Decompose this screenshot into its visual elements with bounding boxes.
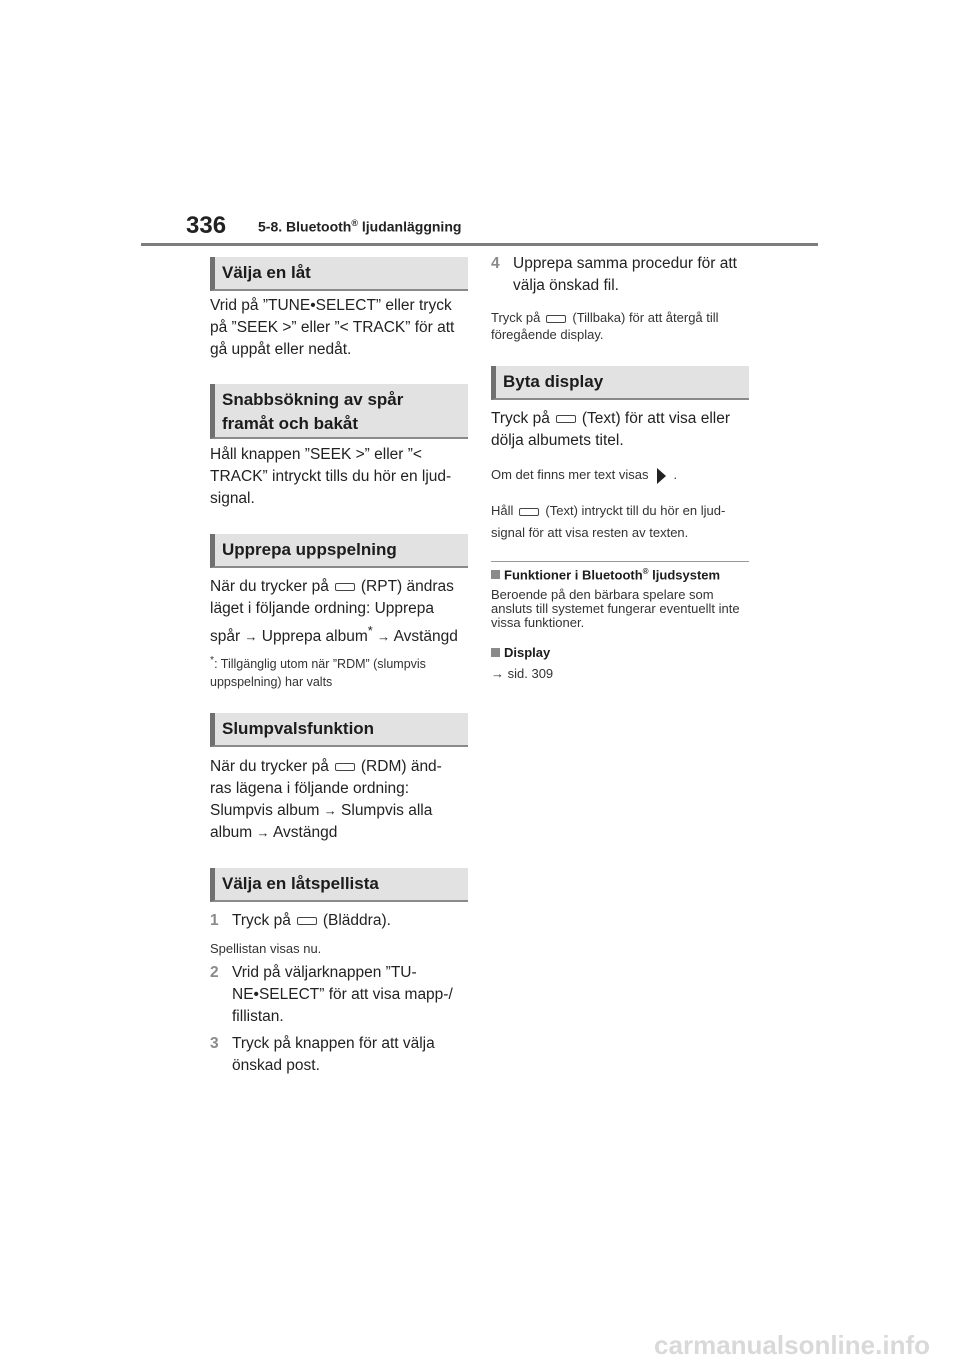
section-title-repeat: Upprepa uppspelning [210, 534, 468, 568]
text-button-icon [556, 415, 576, 423]
step-1: 1 Tryck på (Bläddra). [210, 912, 391, 929]
section-title-fast-seek: Snabbsökning av spår framåt och bakåt [210, 384, 468, 439]
rpt-button-icon [335, 583, 355, 591]
random-text: När du trycker på (RDM) änd- ras lägena i följande ordning: Slumpvis album → Slumpvis alla album → Avstängd [210, 758, 442, 841]
step-3: 3 Tryck på knappen för att välja önskad post. [210, 1035, 435, 1074]
display-page-reference[interactable]: → sid. 309 [491, 666, 554, 681]
repeat-text: När du trycker på (RPT) ändras läget i följande ordning: Upprepa spår → Upprepa album* → Avstängd [210, 578, 458, 646]
more-text-arrow-icon [657, 468, 666, 484]
watermark: carmanualsonline.info [654, 1330, 930, 1360]
hold-text-note: Håll (Text) intryckt till du hör en ljud- signal för att visa resten av texten. [491, 503, 726, 540]
text-button-icon [519, 508, 539, 516]
more-text-note: Om det finns mer text visas . [491, 467, 678, 482]
step-1-note: Spellistan visas nu. [210, 941, 322, 956]
section-title-change-display: Byta display [491, 366, 749, 400]
step-4: 4 Upprepa samma procedur för att välja önskad fil. [491, 255, 737, 294]
page-number: 336 [186, 212, 227, 239]
select-song-text: Vrid på ”TUNE•SELECT” eller tryck på ”SEEK >” eller ”< TRACK” för att gå uppåt eller nedåt. [210, 297, 455, 358]
section-title-select-song: Välja en låt [210, 257, 468, 291]
browse-button-icon [297, 917, 317, 925]
change-display-text: Tryck på (Text) för att visa eller dölja albumets titel. [491, 410, 731, 449]
display-heading: Display [491, 645, 550, 660]
arrow-icon: → [256, 825, 270, 840]
section-divider [491, 561, 749, 562]
footnote: *: Tillgänglig utom när ”RDM” (slumpvis uppspelning) har valts [210, 655, 426, 690]
step-2: 2 Vrid på väljarknappen ”TU-NE•SELECT” för att visa mapp-/ fillistan. [210, 964, 453, 1025]
arrow-icon: → [323, 803, 337, 818]
section-title-random: Slumpvalsfunktion [210, 713, 468, 747]
fast-seek-text: Håll knappen ”SEEK >” eller ”< TRACK” intryckt tills du hör en ljud-signal. [210, 446, 452, 507]
square-bullet-icon [491, 570, 500, 579]
bluetooth-functions-heading: Funktioner i Bluetooth® ljudsystem [491, 567, 720, 582]
back-button-icon [546, 315, 566, 323]
rdm-button-icon [335, 763, 355, 771]
chapter-title: 5-8. Bluetooth® ljudanläggning [258, 218, 462, 235]
header-divider [141, 243, 818, 246]
arrow-icon: → [244, 629, 258, 645]
back-note: Tryck på (Tillbaka) för att återgå till föregående display. [491, 310, 719, 342]
arrow-icon: → [491, 666, 504, 681]
arrow-icon: → [377, 629, 391, 645]
section-title-playlist: Välja en låtspellista [210, 868, 468, 902]
square-bullet-icon [491, 648, 500, 657]
bluetooth-functions-text: Beroende på den bärbara spelare som ansluts till systemet fungerar eventuellt inte vissa funktioner. [491, 587, 740, 630]
